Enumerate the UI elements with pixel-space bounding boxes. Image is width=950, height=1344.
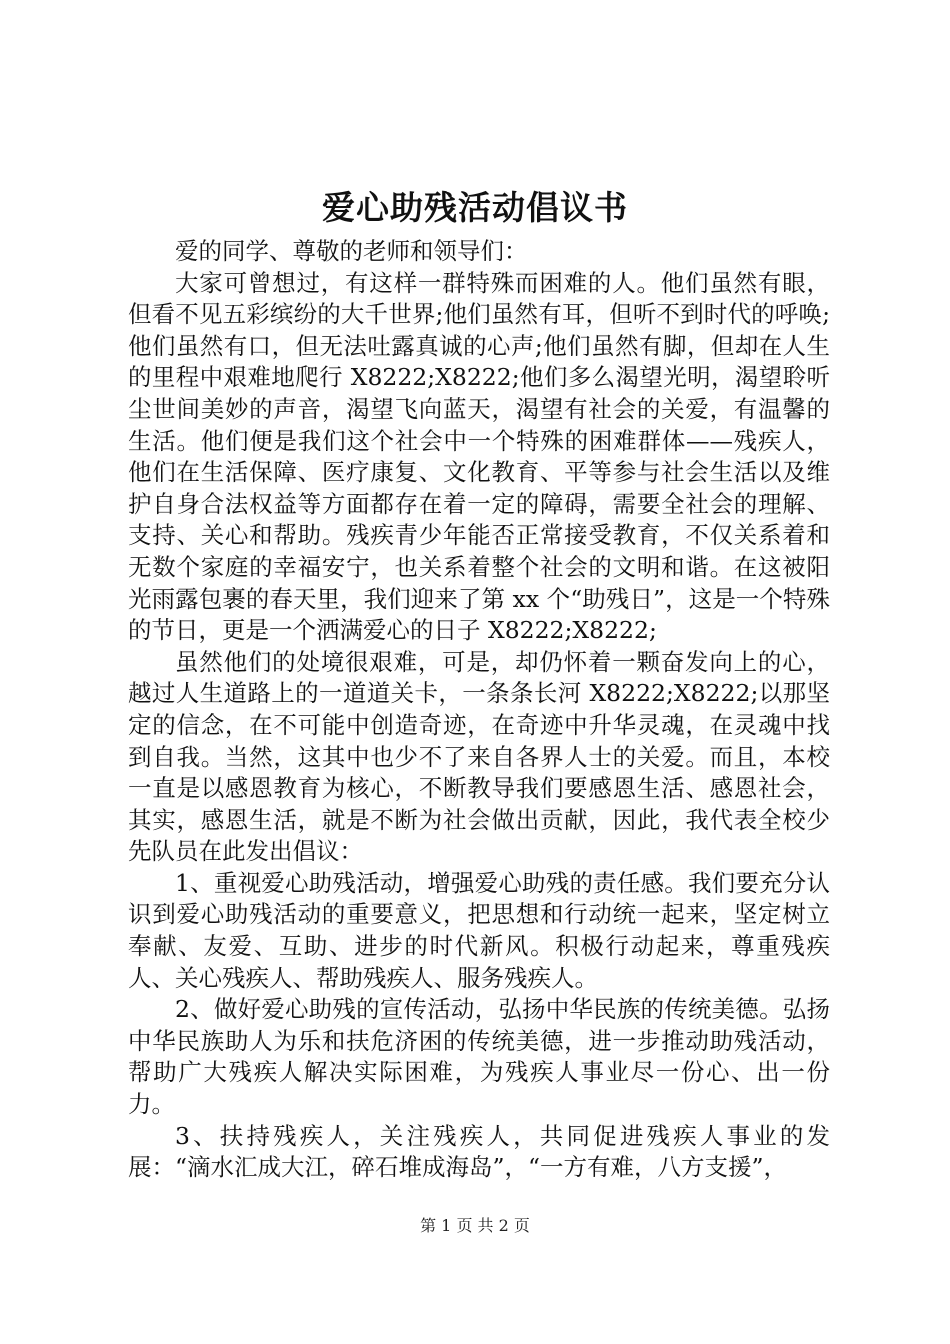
document-body <box>128 236 830 1184</box>
paragraph-3: 1、重视爱心助残活动，增强爱心助残的责任感。我们要充分认识到爱心助残活动的重要意义，把思想和行动统一起来，坚定树立奉献、友爱、互助、进步的时代新风。积极行动起来，尊重残疾人、关心残疾人、帮助残疾人、服务残疾人。 <box>128 868 830 992</box>
salutation: 爱的同学、尊敬的老师和领导们： <box>175 237 528 265</box>
paragraph-2: 虽然他们的处境很艰难，可是，却仍怀着一颗奋发向上的心，越过人生道路上的一道道关卡，一条条长河 X8222;X8222;以那坚定的信念，在不可能中创造奇迹，在奇迹中升华灵魂，在灵魂中找到自我。当然，这其中也少不了来自各界人士的关爱。而且，本校一直是以感恩教育为核心，不断教导我们要感恩生活、感恩社会，其实，感恩生活，就是不断为社会做出贡献，因此，我代表全校少先队员在此发出倡议： <box>128 647 830 866</box>
paragraph-5: 3、扶持残疾人，关注残疾人，共同促进残疾人事业的发展：“滴水汇成大江，碎石堆成海岛”，“一方有难，八方支援”， <box>128 1121 830 1182</box>
paragraph-1: 大家可曾想过，有这样一群特殊而困难的人。他们虽然有眼，但看不见五彩缤纷的大千世界;他们虽然有耳，但听不到时代的呼唤;他们虽然有口，但无法吐露真诚的心声;他们虽然有脚，但却在人生的里程中艰难地爬行 X8222;X8222;他们多么渴望光明，渴望聆听尘世间美妙的声音，渴望飞向蓝天，渴望有社会的关爱，有温馨的生活。他们便是我们这个社会中一个特殊的困难群体——残疾人，他们在生活保障、医疗康复、文化教育、平等参与社会生活以及维护自身合法权益等方面都存在着一定的障碍，需要全社会的理解、支持、关心和帮助。残疾青少年能否正常接受教育，不仅关系着和无数个家庭的幸福安宁，也关系着整个社会的文明和谐。在这被阳光雨露包裹的春天里，我们迎来了第 xx 个“助残日”，这是一个特殊的节日，更是一个洒满爱心的日子 X8222;X8222; <box>128 268 830 645</box>
paragraph-4: 2、做好爱心助残的宣传活动，弘扬中华民族的传统美德。弘扬中华民族助人为乐和扶危济困的传统美德，进一步推动助残活动，帮助广大残疾人解决实际困难，为残疾人事业尽一份心、出一份力。 <box>128 995 830 1119</box>
document-title: 爱心助残活动倡议书 <box>322 188 628 227</box>
page-footer: 第 1 页 共 2 页 <box>420 1216 530 1235</box>
